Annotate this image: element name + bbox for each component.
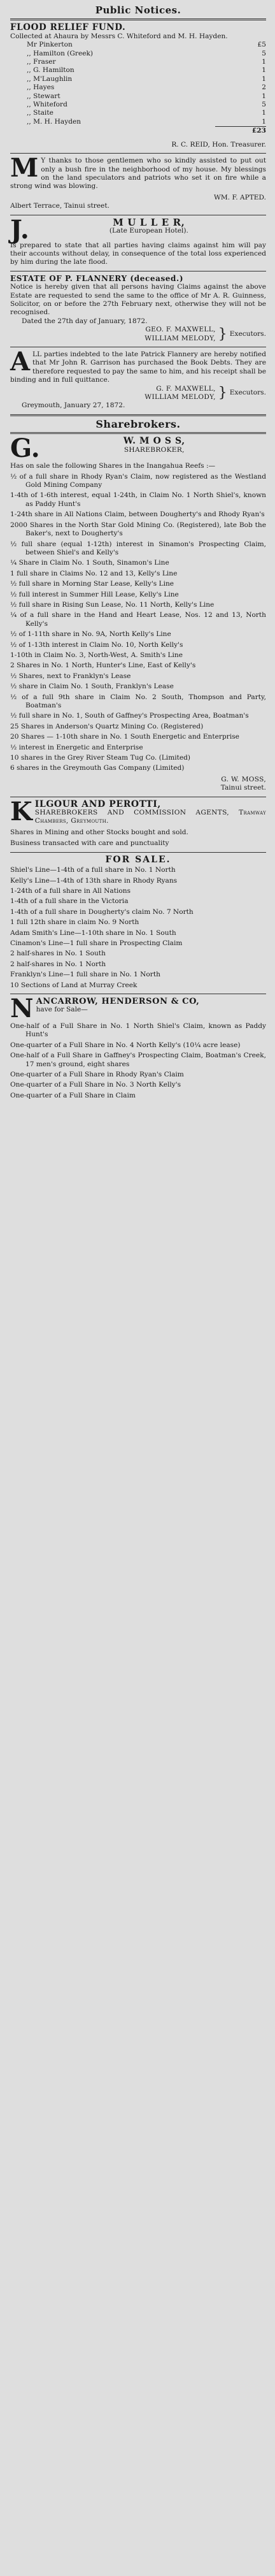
donation-amount: 5	[262, 49, 266, 57]
donor-name: ,, Hayes	[27, 83, 55, 92]
donation-amount: 1	[262, 75, 266, 83]
donor-name: ,, Hamilton (Greek)	[27, 49, 94, 57]
parties-executors	[10, 385, 266, 402]
share-item: ½ of a full share in Rhody Ryan's Claim, now registered as the Westland Gold Mining Company	[10, 472, 266, 489]
donation-amount: £5	[257, 41, 266, 49]
share-item: ½ full share in No. 1, South of Gaffney's Prospecting Area, Boatman's	[10, 712, 249, 720]
fund-row	[10, 109, 266, 117]
sale-item: Kelly's Line—1-4th of 13th share in Rhody Ryans	[10, 876, 178, 885]
donor-name: ,, M. H. Hayden	[27, 117, 81, 126]
share-item: 25 Shares in Anderson's Quartz Mining Co. (Registered)	[10, 722, 204, 730]
share-item: 6 shares in the Greymouth Gas Company (Limited)	[10, 764, 185, 772]
moss-share-list	[10, 473, 266, 773]
donation-amount: 5	[262, 101, 266, 109]
executor-name: WILLIAM MELODY,	[145, 393, 216, 402]
parties-place-date: Greymouth, January 27, 1872.	[22, 402, 125, 410]
drop-cap: M	[10, 153, 39, 184]
sale-item: 1 full 12th share in claim No. 9 North	[10, 918, 139, 927]
donor-name: ,, Staite	[27, 109, 53, 117]
for-sale-ad	[10, 856, 266, 990]
flood-fund-title: FLOOD RELIEF FUND.	[10, 22, 126, 33]
share-item: 1 full share in Claims No. 12 and 13, Kelly's Line	[10, 569, 178, 577]
share-item: ½ Shares, next to Franklyn's Lease	[10, 672, 131, 680]
donor-name: ,, Stewart	[27, 92, 60, 100]
drop-cap: K	[10, 796, 32, 827]
donor-name: ,, Whiteford	[27, 101, 67, 109]
nancarrow-subtitle: have for Sale—	[36, 1006, 88, 1014]
sale-item: One-quarter of a Full Share in Claim	[10, 1091, 136, 1099]
for-sale-list	[10, 866, 266, 990]
share-item: ¼ Share in Claim No. 1 South, Sinamon's Line	[10, 559, 169, 567]
sale-item: Cinamon's Line—1 full share in Prospecting Claim	[10, 939, 183, 947]
donor-name: ,, Fraser	[27, 58, 56, 66]
sale-item: One-half of a Full Share in No. 1 North Shiel's Claim, known as Paddy Hunt's	[10, 1022, 266, 1039]
share-item: 2000 Shares in the North Star Gold Mining Co. (Registered), late Bob the Baker's, next to Dougherty's	[10, 521, 266, 538]
donation-amount: 1	[262, 117, 266, 126]
flood-fund-signature: R. C. REID, Hon. Treasurer.	[171, 140, 266, 148]
sale-item: 2 half-shares in No. 1 North	[10, 960, 106, 968]
share-item: ½ of 1-13th interest in Claim No. 10, North Kelly's	[10, 640, 183, 649]
share-item: ½ of 1-11th share in No. 9A, North Kelly's Line	[10, 630, 171, 639]
brace-glyph: }	[218, 385, 227, 402]
sale-item: 1-24th of a full share in All Nations	[10, 886, 131, 895]
share-item: 2 Shares in No. 1 North, Hunter's Line, East of Kelly's	[10, 662, 196, 670]
moss-intro: Has on sale the following Shares in the Inangahua Reefs :—	[10, 462, 216, 470]
kilgour-subtitle: SHAREBROKERS AND COMMISSION AGENTS, Tramway Chambers, Greymouth.	[34, 809, 266, 825]
share-item: ½ full share in Rising Sun Lease, No. 11 North, Kelly's Line	[10, 600, 215, 609]
fund-row	[10, 66, 266, 75]
share-item: ½ full interest in Summer Hill Lease, Kelly's Line	[10, 590, 179, 598]
for-sale-heading: FOR SALE.	[105, 854, 171, 865]
fund-row	[10, 75, 266, 83]
sale-item: 10 Sections of Land at Murray Creek	[10, 981, 138, 989]
executor-name: GEO. F. MAXWELL,	[145, 326, 216, 334]
share-item: 1-4th of 1-6th interest, equal 1-24th, in Claim No. 1 North Shiel's, known as Paddy Hunt's	[10, 491, 266, 508]
moss-title: W. M O S S,	[123, 436, 185, 447]
share-item: 20 Shares — 1-10th share in No. 1 South Energetic and Enterprise	[10, 733, 239, 741]
fund-row	[10, 118, 266, 126]
divider	[10, 153, 266, 154]
sale-item: 1-4th of a full share in Dougherty's claim No. 7 North	[10, 908, 194, 916]
executor-name: G. F. MAXWELL,	[156, 384, 216, 393]
fund-row	[10, 83, 266, 92]
moss-address: Tainui street.	[220, 784, 266, 792]
fund-row	[10, 101, 266, 109]
kilgour-line1: Shares in Mining and other Stocks bought and sold.	[10, 828, 188, 836]
muller-title: M U L L E R,	[113, 216, 185, 228]
estate-dated: Dated the 27th day of January, 1872.	[22, 317, 148, 325]
share-item: 10 shares in the Grey River Steam Tug Co. (Limited)	[10, 754, 191, 762]
fund-row	[10, 41, 266, 49]
moss-signature: G. W. MOSS,	[221, 775, 266, 783]
kilgour-title: ILGOUR AND PEROTTI,	[34, 799, 161, 809]
fund-row	[10, 50, 266, 58]
sale-item: One-quarter of a Full Share in Rhody Ryan's Claim	[10, 1071, 184, 1078]
donation-amount: 1	[262, 58, 266, 66]
sale-item: Shiel's Line—1-4th of a full share in No. 1 North	[10, 866, 176, 874]
drop-cap: G.	[10, 433, 40, 464]
nancarrow-ad	[10, 993, 266, 1100]
share-item: 1-24th share in All Nations Claim, between Dougherty's and Rhody Ryan's	[10, 510, 265, 519]
donor-name: Mr Pinkerton	[27, 41, 73, 49]
sharebrokers-heading: Sharebrokers.	[95, 417, 181, 430]
estate-notice	[10, 275, 266, 343]
sale-item: Adam Smith's Line—1-10th share in No. 1 South	[10, 929, 176, 937]
nancarrow-list	[10, 1022, 266, 1100]
kilgour-ad	[10, 796, 266, 848]
drop-cap: A	[10, 347, 31, 377]
donation-amount: 2	[262, 83, 266, 92]
share-item: ¼ of a full share in the Hand and Heart Lease, Nos. 12 and 13, North Kelly's	[10, 611, 266, 628]
kilgour-line2: Business transacted with care and punctuality	[10, 839, 169, 848]
nancarrow-title: ANCARROW, HENDERSON & CO,	[36, 996, 200, 1006]
fund-row	[10, 58, 266, 66]
thanks-text: Y thanks to those gentlemen who so kindly assisted to put out only a bush fire in the neighborhood of my house. My blessings on the land speculators and patriots who set it on fire while a strong wind was blowing.	[10, 157, 266, 191]
share-item: ½ of a full 9th share in Claim No. 2 South, Thompson and Party, Boatman's	[10, 693, 266, 709]
thanks-notice	[10, 153, 266, 210]
flood-fund-list	[10, 41, 266, 126]
sale-item: One-quarter of a Full Share in No. 4 North Kelly's (10¼ acre lease)	[10, 1041, 241, 1049]
donation-amount: 1	[262, 109, 266, 117]
drop-cap: N	[10, 993, 34, 1024]
donation-amount: 1	[262, 92, 266, 100]
brace-glyph: }	[218, 326, 227, 342]
public-notices-heading: Public Notices.	[95, 4, 181, 16]
share-item: ½ interest in Energetic and Enterprise	[10, 743, 143, 751]
executors-label: Executors.	[229, 389, 266, 397]
executor-name: WILLIAM MELODY,	[145, 334, 216, 342]
sale-item: 1-4th of a full share in the Victoria	[10, 897, 129, 906]
donation-amount: 1	[262, 66, 266, 75]
estate-executors	[10, 326, 266, 343]
donor-name: ,, M'Laughlin	[27, 75, 73, 83]
muller-text: Is prepared to state that all parties having claims against him will pay their accounts without delay, in consequence of the total loss experienced by him during the late flood.	[10, 241, 266, 266]
sale-item: Franklyn's Line—1 full share in No. 1 North	[10, 971, 160, 979]
drop-cap: J.	[10, 214, 29, 245]
estate-title: ESTATE OF P. FLANNERY (deceased.)	[10, 273, 184, 283]
flood-fund-total: £23	[215, 126, 266, 135]
thanks-signature: WM. F. APTED.	[214, 193, 266, 201]
muller-notice	[10, 214, 266, 267]
sale-item: One-half of a Full Share in Gaffney's Prospecting Claim, Boatman's Creek, 17 men's ground, eight shares	[10, 1052, 266, 1068]
share-item: ½ share in Claim No. 1 South, Franklyn's Lease	[10, 683, 174, 691]
divider	[10, 852, 266, 853]
parties-text: LL parties indebted to the late Patrick Flannery are hereby notified that Mr John R. Garrison has purchased the Book Debts. They are therefore requested to pay the same to him, and his receipt shall be binding and in full quittance.	[10, 351, 266, 384]
executors-label: Executors.	[229, 329, 266, 338]
sale-item: One-quarter of a Full Share in No. 3 North Kelly's	[10, 1081, 181, 1089]
fund-row	[10, 92, 266, 101]
parties-notice	[10, 347, 266, 410]
flood-fund-intro: Collected at Ahaura by Messrs C. Whiteford and M. H. Hayden.	[10, 32, 228, 40]
divider	[10, 18, 266, 20]
sale-item: 2 half-shares in No. 1 South	[10, 950, 106, 958]
thanks-address: Albert Terrace, Tainui street.	[10, 202, 109, 210]
moss-subtitle: SHAREBROKER,	[123, 445, 185, 454]
share-item: ½ full share (equal 1-12th) interest in Sinamon's Prospecting Claim, between Shiel's and Kelly's	[10, 540, 266, 556]
share-item: 1-10th in Claim No. 3, North-West, A. Smith's Line	[10, 651, 183, 659]
share-item: ½ full share in Morning Star Lease, Kelly's Line	[10, 580, 174, 588]
divider	[10, 432, 266, 434]
moss-ad	[10, 433, 266, 792]
muller-subtitle: (Late European Hotel).	[109, 226, 188, 235]
flood-relief-fund-ad	[10, 24, 266, 149]
estate-text: Notice is hereby given that all persons having Claims against the above Estate are requested to send the same to the office of Mr A. R. Guinness, Solicitor, on or before the 27th February next, otherwise they will not be recognised.	[10, 283, 266, 317]
divider	[10, 414, 266, 416]
donor-name: ,, G. Hamilton	[27, 66, 74, 75]
